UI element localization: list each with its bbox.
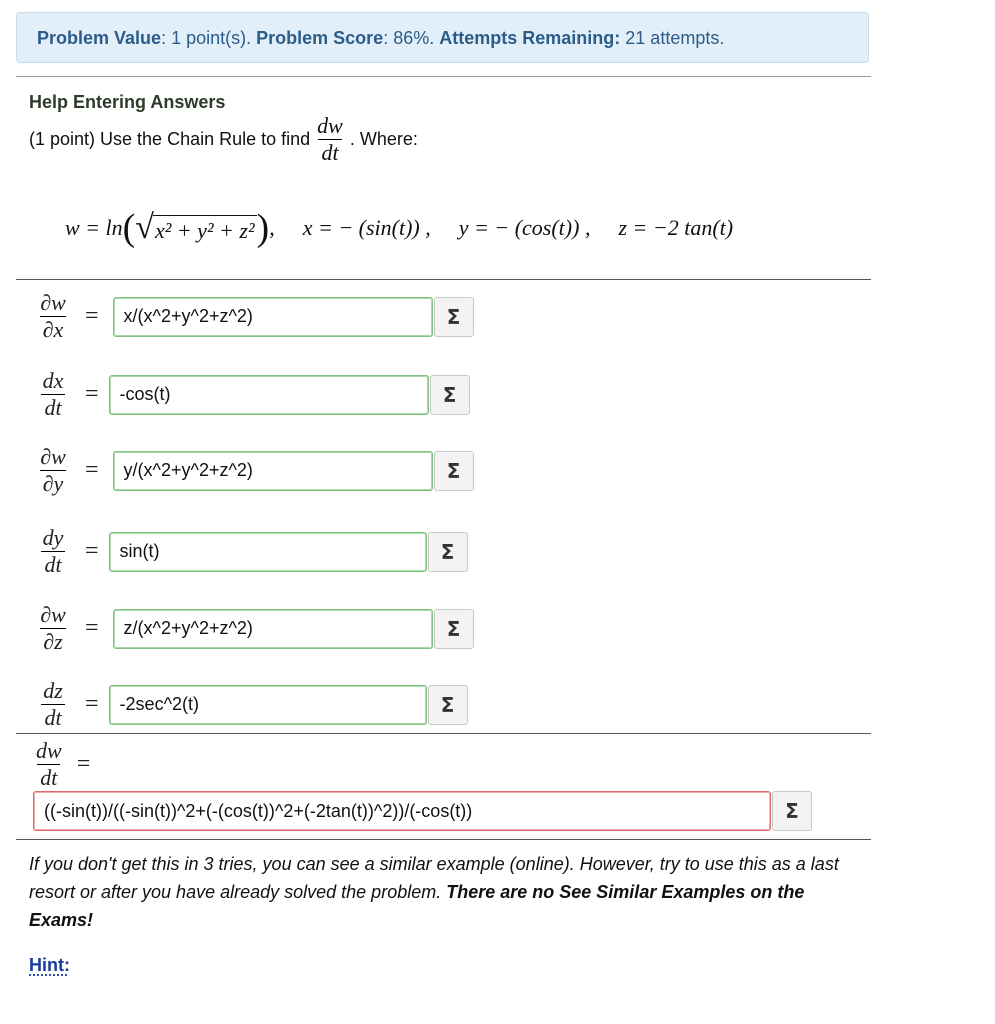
fraction-denominator: dt bbox=[41, 704, 64, 731]
question-fraction bbox=[314, 113, 346, 166]
problem-score: 86%. bbox=[393, 28, 435, 48]
row-fraction bbox=[33, 290, 73, 343]
divider bbox=[16, 279, 871, 280]
left-paren: ( bbox=[122, 207, 136, 249]
fraction-denominator: ∂y bbox=[40, 470, 67, 497]
note-text: If you don't get this in 3 tries, you can see a similar example (online). However, try to use this as a last resort or after you have already solved the problem. bbox=[29, 854, 839, 902]
attempts-remaining-label: Attempts Remaining: bbox=[439, 28, 621, 48]
answer-row-dy-dt bbox=[29, 525, 468, 578]
w-definition-lhs: w = ln bbox=[65, 215, 123, 240]
fraction-denominator: dt bbox=[41, 551, 64, 578]
fraction-numerator: ∂w bbox=[40, 602, 66, 627]
fraction-numerator: dw bbox=[36, 738, 62, 763]
sigma-button[interactable]: Σ bbox=[434, 609, 474, 649]
given-equations bbox=[65, 209, 733, 247]
z-definition: z = −2 tan(t) bbox=[618, 215, 734, 240]
problem-score-label: Problem Score bbox=[256, 28, 384, 48]
answer-row-dx-dt bbox=[29, 368, 470, 421]
row-fraction bbox=[33, 738, 65, 791]
divider bbox=[16, 839, 871, 840]
answer-input-dz-dt[interactable]: -2sec^2(t) bbox=[109, 685, 427, 725]
row-fraction bbox=[33, 678, 73, 731]
sigma-button[interactable]: Σ bbox=[772, 791, 812, 831]
row-fraction bbox=[33, 602, 73, 655]
row-fraction bbox=[33, 368, 73, 421]
answer-input-dx-dt[interactable]: -cos(t) bbox=[109, 375, 429, 415]
equals-sign: = bbox=[85, 691, 99, 717]
radical-sign: √ bbox=[135, 209, 154, 246]
problem-status-bar: Problem Value: 1 point(s). Problem Score: 86%. Attempts Remaining: 21 attempts. bbox=[16, 12, 869, 63]
fraction-numerator: dw bbox=[317, 113, 343, 138]
question-text bbox=[29, 113, 418, 166]
sigma-button[interactable]: Σ bbox=[430, 375, 470, 415]
answer-row-dz-dt bbox=[29, 678, 468, 731]
fraction-numerator: ∂w bbox=[40, 290, 66, 315]
final-answer-row bbox=[33, 791, 812, 831]
sigma-button[interactable]: Σ bbox=[434, 451, 474, 491]
divider bbox=[16, 733, 871, 734]
question-suffix: . Where: bbox=[349, 129, 418, 149]
answer-input-dy-dt[interactable]: sin(t) bbox=[109, 532, 427, 572]
fraction-numerator: dy bbox=[42, 525, 64, 550]
y-definition: y = − (cos(t)) , bbox=[458, 215, 591, 240]
answer-row-dw-dz bbox=[29, 602, 474, 655]
note-bold-text: There are no See Similar Examples on the Exams! bbox=[29, 882, 805, 930]
square-root bbox=[135, 211, 256, 245]
fraction-denominator: dt bbox=[41, 394, 64, 421]
final-answer-label bbox=[29, 738, 90, 791]
help-entering-answers-link[interactable]: Help Entering Answers bbox=[29, 92, 226, 112]
equals-sign: = bbox=[76, 751, 91, 777]
fraction-numerator: dx bbox=[42, 368, 64, 393]
radicand: x² + y² + z² bbox=[153, 215, 257, 244]
sigma-button[interactable]: Σ bbox=[434, 297, 474, 337]
fraction-denominator: ∂x bbox=[40, 316, 67, 343]
divider bbox=[16, 76, 871, 77]
attempts-remaining: 21 attempts. bbox=[625, 28, 725, 48]
equals-sign: = bbox=[85, 381, 99, 407]
fraction-numerator: dz bbox=[43, 678, 63, 703]
fraction-denominator: ∂z bbox=[40, 628, 65, 655]
hint-link[interactable]: Hint: bbox=[29, 955, 70, 975]
row-fraction bbox=[33, 444, 73, 497]
answer-input-dw-dy[interactable]: y/(x^2+y^2+z^2) bbox=[113, 451, 433, 491]
equals-sign: = bbox=[85, 615, 99, 641]
sigma-button[interactable]: Σ bbox=[428, 532, 468, 572]
row-fraction bbox=[33, 525, 73, 578]
equals-sign: = bbox=[85, 457, 99, 483]
fraction-denominator: dt bbox=[318, 139, 341, 166]
comma: , bbox=[269, 215, 275, 240]
problem-value: 1 point(s). bbox=[171, 28, 252, 48]
right-paren: ) bbox=[256, 207, 270, 249]
answer-row-dw-dy bbox=[29, 444, 474, 497]
fraction-numerator: ∂w bbox=[40, 444, 66, 469]
equals-sign: = bbox=[85, 538, 99, 564]
x-definition: x = − (sin(t)) , bbox=[302, 215, 431, 240]
answer-input-dw-dz[interactable]: z/(x^2+y^2+z^2) bbox=[113, 609, 433, 649]
similar-example-note bbox=[29, 850, 869, 934]
problem-value-label: Problem Value bbox=[37, 28, 162, 48]
fraction-denominator: dt bbox=[37, 764, 60, 791]
answer-input-dw-dt[interactable]: ((-sin(t))/((-sin(t))^2+(-(cos(t))^2+(-2tan(t))^2))/(-cos(t)) bbox=[33, 791, 771, 831]
question-prefix: (1 point) Use the Chain Rule to find bbox=[29, 129, 311, 149]
answer-row-dw-dx bbox=[29, 290, 474, 343]
sigma-button[interactable]: Σ bbox=[428, 685, 468, 725]
answer-input-dw-dx[interactable]: x/(x^2+y^2+z^2) bbox=[113, 297, 433, 337]
equals-sign: = bbox=[85, 303, 99, 329]
